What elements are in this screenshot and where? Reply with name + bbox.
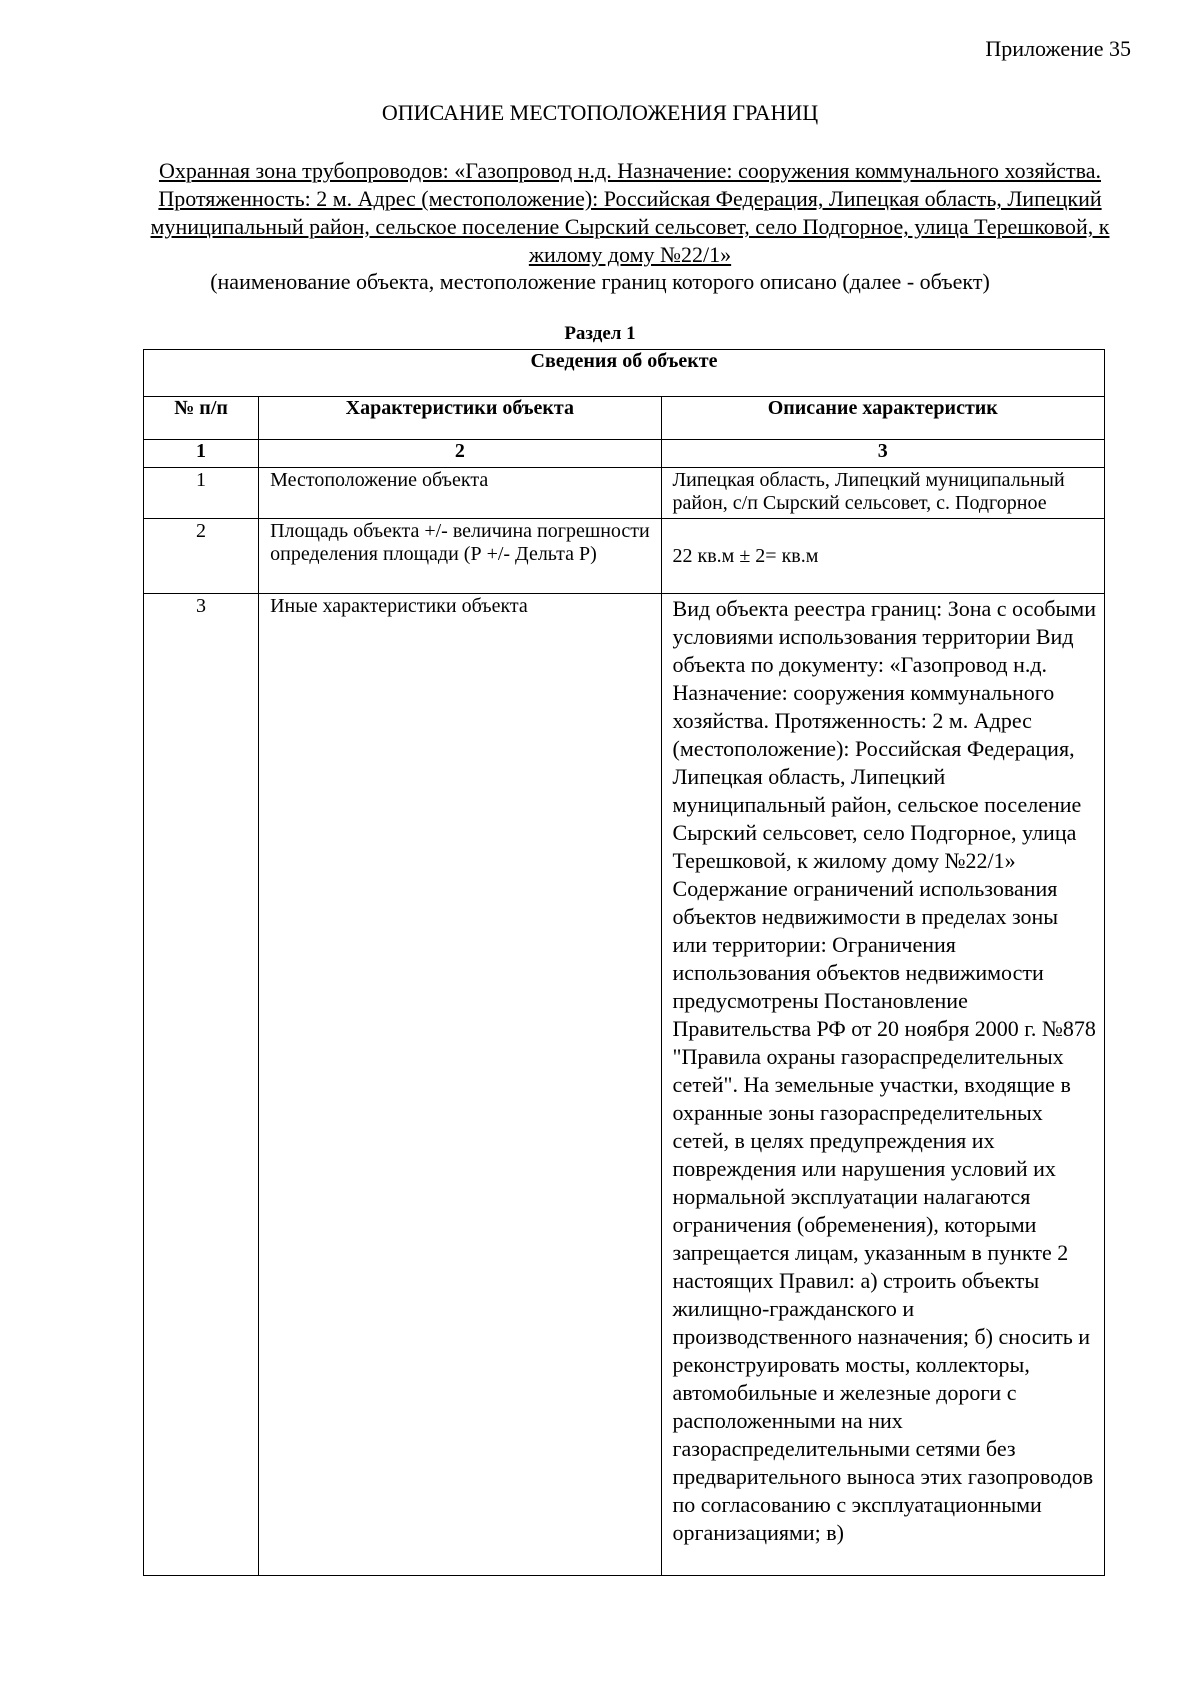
section-title: Раздел 1 (564, 323, 636, 344)
column-number: 2 (259, 440, 661, 468)
document-title: ОПИСАНИЕ МЕСТОПОЛОЖЕНИЯ ГРАНИЦ (381, 100, 819, 125)
row-characteristic: Местоположение объекта (259, 468, 661, 519)
column-numbers-row (144, 440, 1105, 468)
object-info-table (143, 349, 1105, 1576)
row-number: 2 (144, 519, 259, 594)
column-header-number: № п/п (144, 397, 259, 440)
column-number: 3 (661, 440, 1104, 468)
column-number: 1 (144, 440, 259, 468)
object-name-caption: (наименование объекта, местоположение границ которого описано (далее - объект) (210, 269, 990, 294)
table-header: Сведения об объекте (144, 350, 1105, 397)
row-number: 1 (144, 468, 259, 519)
row-description: 22 кв.м ± 2= кв.м (661, 519, 1104, 594)
row-characteristic: Площадь объекта +/- величина погрешности определения площади (Р +/- Дельта Р) (259, 519, 661, 594)
row-characteristic: Иные характеристики объекта (259, 594, 661, 1576)
column-header-description: Описание характеристик (661, 397, 1104, 440)
table-row (144, 468, 1105, 519)
table-header-row (144, 350, 1105, 397)
row-description: Вид объекта реестра границ: Зона с особыми условиями использования территории Вид объекта по документу: «Газопровод н.д. Назначение: сооружения коммунального хозяйства. Протяженность: 2 м. Адрес (местоположение): Российская Федерация, Липецкая область, Липецкий муниципальный район, сельское поселение Сырский сельсовет, село Подгорное, улица Терешковой, к жилому дому №22/1» Содержание ограничений использования объектов недвижимости в пределах зоны или территории: Ограничения использования объектов недвижимости предусмотрены Постановление Правительства РФ от 20 ноября 2000 г. №878 "Правила охраны газораспределительных сетей". На земельные участки, входящие в охранные зоны газораспределительных сетей, в целях предупреждения их повреждения или нарушения условий их нормальной эксплуатации налагаются ограничения (обременения), которыми запрещается лицам, указанным в пункте 2 настоящих Правил: а) строить объекты жилищно-гражданского и производственного назначения; б) сносить и реконструировать мосты, коллекторы, автомобильные и железные дороги с расположенными на них газораспределительными сетями без предварительного выноса этих газопроводов по согласованию с эксплуатационными организациями; в) (661, 594, 1104, 1576)
object-name: Охранная зона трубопроводов: «Газопровод н.д. Назначение: сооружения коммунального хозяйства. Протяженность: 2 м. Адрес (местоположение): Российская Федерация, Липецкая область, Липецкий муниципальный район, сельское поселение Сырский сельсовет, село Подгорное, улица Терешковой, к жилому дому №22/1» (150, 158, 1110, 267)
row-number: 3 (144, 594, 259, 1576)
table-row (144, 594, 1105, 1576)
appendix-label: Приложение 35 (985, 36, 1131, 61)
table-row (144, 519, 1105, 594)
row-description: Липецкая область, Липецкий муниципальный район, с/п Сырский сельсовет, с. Подгорное (661, 468, 1104, 519)
column-headers-row (144, 397, 1105, 440)
column-header-characteristic: Характеристики объекта (259, 397, 661, 440)
